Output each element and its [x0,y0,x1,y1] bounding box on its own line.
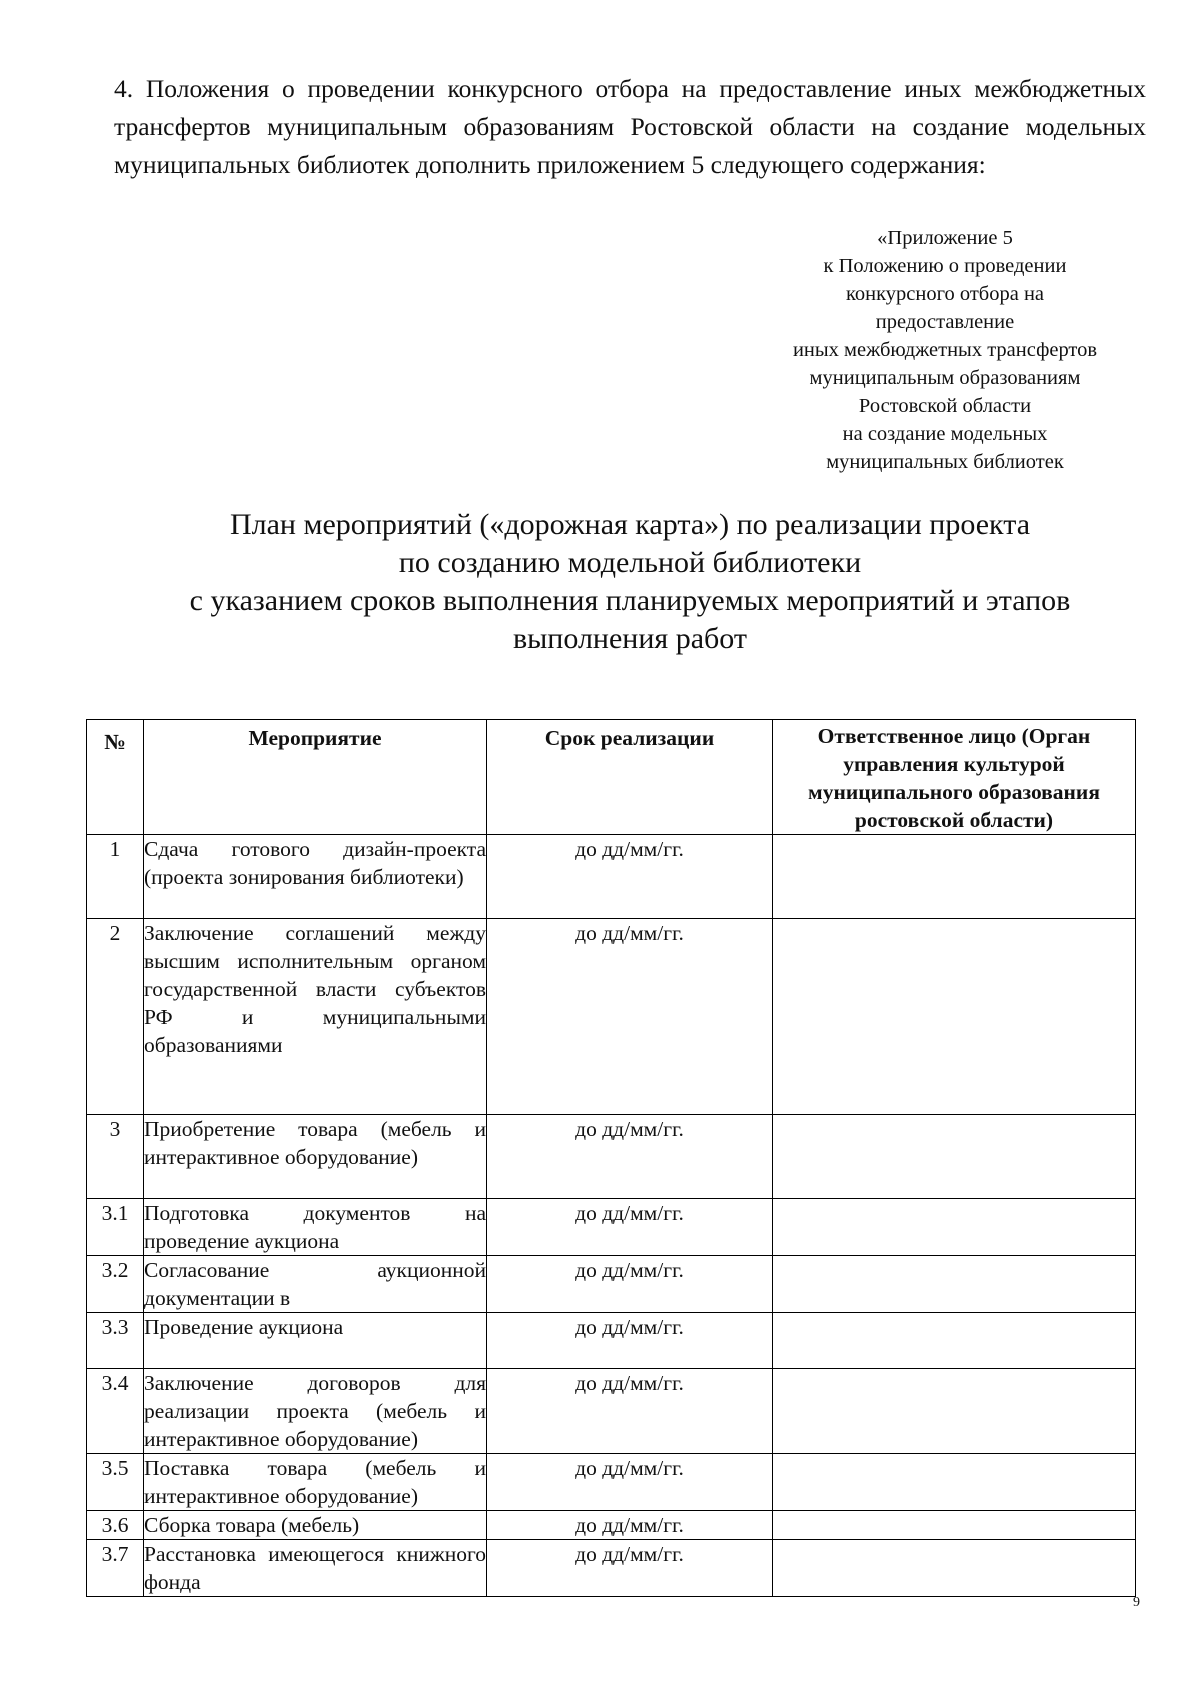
appendix-line: «Приложение 5 [877,227,1013,249]
roadmap-table [86,719,1136,1597]
row-num: 3.4 [87,1369,144,1454]
page-title [114,506,1146,658]
table-row [87,1115,1136,1199]
row-event: Подготовка документов на проведение аукциона [144,1199,487,1256]
header-event: Мероприятие [144,720,487,835]
table-row [87,1511,1136,1540]
row-event: Приобретение товара (мебель и интерактивное оборудование) [144,1115,487,1199]
row-event: Расстановка имеющегося книжного фонда [144,1540,487,1597]
header-responsible: Ответственное лицо (Орган управления культурой муниципального образования ростовской области) [773,720,1136,835]
row-responsible [773,1256,1136,1313]
row-responsible [773,1540,1136,1597]
appendix-line: муниципальным образованиям [809,367,1081,389]
appendix-header [740,224,1150,476]
row-event: Заключение соглашений между высшим исполнительным органом государственной власти субъектов РФ и муниципальными образованиями [144,919,487,1115]
row-event: Согласование аукционной документации в [144,1256,487,1313]
row-event: Сдача готового дизайн-проекта (проекта зонирования библиотеки) [144,835,487,919]
row-term: до дд/мм/гг. [487,1256,773,1313]
table-row [87,1256,1136,1313]
appendix-line: конкурсного отбора на [845,283,1045,305]
row-term: до дд/мм/гг. [487,835,773,919]
appendix-line: к Положению о проведении [823,255,1067,277]
row-event: Заключение договоров для реализации проекта (мебель и интерактивное оборудование) [144,1369,487,1454]
title-line: выполнения работ [512,622,748,655]
table-row [87,1313,1136,1369]
header-num: № [87,720,144,835]
title-line: с указанием сроков выполнения планируемых мероприятий и этапов [189,584,1071,617]
row-num: 3.1 [87,1199,144,1256]
title-line: по созданию модельной библиотеки [398,546,862,579]
row-term: до дд/мм/гг. [487,1313,773,1369]
table-row [87,1369,1136,1454]
title-line: План мероприятий («дорожная карта») по реализации проекта [229,508,1031,541]
row-num: 3.7 [87,1540,144,1597]
table-row [87,919,1136,1115]
row-responsible [773,1313,1136,1369]
row-responsible [773,1369,1136,1454]
row-num: 3.6 [87,1511,144,1540]
row-responsible [773,919,1136,1115]
appendix-line: предоставление [875,311,1015,333]
row-term: до дд/мм/гг. [487,919,773,1115]
appendix-line: на создание модельных [842,423,1048,445]
row-responsible [773,1199,1136,1256]
appendix-line: иных межбюджетных трансфертов [792,339,1098,361]
row-term: до дд/мм/гг. [487,1511,773,1540]
row-event: Поставка товара (мебель и интерактивное оборудование) [144,1454,487,1511]
row-num: 3.5 [87,1454,144,1511]
table-header-row [87,720,1136,835]
row-responsible [773,1454,1136,1511]
page-number: 9 [1133,1595,1140,1610]
row-term: до дд/мм/гг. [487,1199,773,1256]
row-num: 3.3 [87,1313,144,1369]
intro-paragraph: 4. Положения о проведении конкурсного отбора на предоставление иных межбюджетных трансфертов муниципальным образованиям Ростовской области на создание модельных муниципальных библиотек дополнить приложением 5 следующего содержания: [114,74,1146,179]
table-row [87,835,1136,919]
row-num: 3 [87,1115,144,1199]
row-term: до дд/мм/гг. [487,1540,773,1597]
row-responsible [773,1511,1136,1540]
row-term: до дд/мм/гг. [487,1454,773,1511]
row-num: 2 [87,919,144,1115]
row-num: 3.2 [87,1256,144,1313]
row-term: до дд/мм/гг. [487,1115,773,1199]
appendix-line: Ростовской области [858,395,1032,417]
row-term: до дд/мм/гг. [487,1369,773,1454]
table-row [87,1199,1136,1256]
row-responsible [773,835,1136,919]
row-event: Сборка товара (мебель) [144,1511,487,1540]
table-row [87,1540,1136,1597]
row-responsible [773,1115,1136,1199]
table-row [87,1454,1136,1511]
row-num: 1 [87,835,144,919]
row-event: Проведение аукциона [144,1313,487,1369]
header-term: Срок реализации [487,720,773,835]
appendix-line: муниципальных библиотек [826,451,1064,473]
